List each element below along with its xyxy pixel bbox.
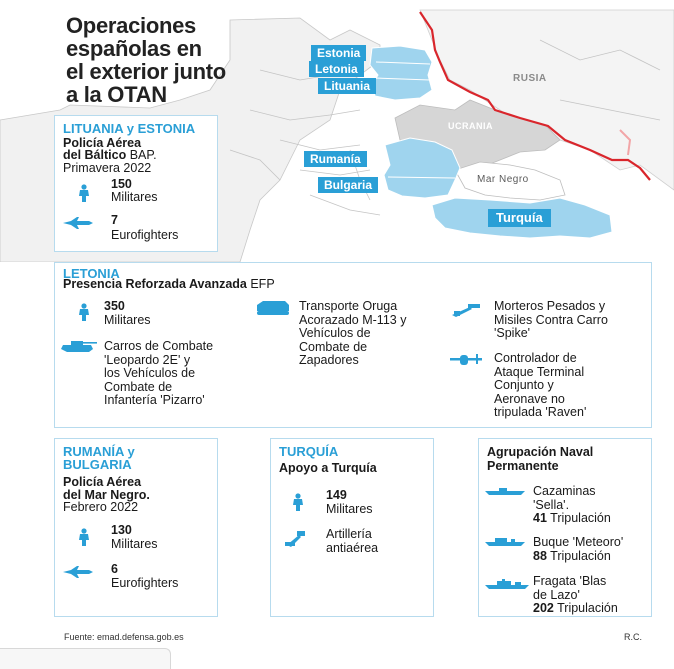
box-rumania-sub1: Policía Aérea [63,475,142,489]
drone-icon [450,353,482,367]
carros-line-1: Carros de Combate [104,339,214,353]
box-naval-head1: Agrupación Naval [487,445,594,459]
box-lituania-estonia [54,115,218,252]
ship1-line-1: Cazaminas [533,484,596,498]
controlador-line-1: Controlador de [494,351,577,365]
box-lituania-count1: 150 [111,177,132,191]
label-turquia: Turquía [488,209,551,227]
box-rumania-count1: 130 [111,523,132,537]
baltics-shape [370,46,432,100]
box-letonia-morteros [494,300,608,341]
tank-icon [61,340,97,352]
label-rumania: Rumanía [304,151,367,167]
ship1-line-2: 'Sella'. [533,497,570,512]
box-turquia [270,438,434,617]
label-rusia: RUSIA [513,73,547,84]
fighter-jet-icon [63,217,93,229]
box-turquia-art1: Artillería [326,527,372,541]
transporte-line-2: Acorazado M-113 y [299,312,407,327]
soldier-icon [77,303,91,321]
ship2-name: Buque 'Meteoro' [533,535,624,549]
ship1-crew-num: 41 [533,511,547,525]
ship3-crew [533,602,618,616]
soldier-icon [77,528,91,546]
morteros-line-2: Misiles Contra Carro [494,312,608,327]
bottom-tab[interactable] [0,648,171,669]
carros-line-3: los Vehículos de [104,366,196,380]
minesweeper-ship-icon [485,487,525,495]
anti-aircraft-artillery-icon [285,531,307,547]
box-letonia-transporte [299,300,406,368]
box-turquia-art2: antiaérea [326,541,379,555]
box-naval-ship1 [533,485,611,526]
box-letonia-militares-label: Militares [104,313,151,327]
ship2-crew [533,550,623,564]
ship2-crew-num: 88 [533,548,547,563]
box-rumania-head2: BULGARIA [63,457,132,472]
box-letonia [54,262,652,428]
source-footer: Fuente: emad.defensa.gob.es [64,632,184,642]
box-naval-head2: Permanente [487,459,559,473]
box-letonia-sub [63,278,275,292]
label-bulgaria: Bulgaria [318,177,378,193]
transporte-line-4: Combate de [299,339,368,354]
box-rumania-sub3: Febrero 2022 [63,500,139,514]
box-rumania-label2: Eurofighters [111,576,179,590]
ship3-line-1: Fragata 'Blas [533,574,607,588]
box-letonia-militares-count: 350 [104,299,125,313]
controlador-line-5: tripulada 'Raven' [494,405,587,419]
transporte-line-5: Zapadores [299,353,359,367]
label-lituania: Lituania [318,78,376,94]
label-letonia: Letonia [309,61,364,77]
controlador-line-2: Ataque Terminal [494,364,585,379]
armored-vehicle-icon [255,301,291,315]
ship3-crew-label: Tripulación [553,601,618,615]
fighter-jet-icon [63,566,93,578]
transporte-line-1: Transporte Oruga [299,299,398,313]
box-agrupacion-naval [478,438,652,617]
box-letonia-head: LETONIA [63,266,120,281]
box-lituania-label2: Eurofighters [111,228,179,242]
box-naval-ship2 [533,536,623,563]
soldier-icon [291,493,305,511]
title-line-1: Operaciones [66,13,196,38]
box-rumania-head1: RUMANÍA y [63,444,135,459]
transporte-line-3: Vehículos de [299,326,371,340]
frigate-ship-icon [485,579,529,589]
hydrographic-ship-icon [485,537,525,546]
box-turquia-label1: Militares [326,502,373,516]
box-lituania-sub3: Primavera 2022 [63,161,152,175]
page-title [66,14,226,106]
author-credit: R.C. [624,632,642,642]
controlador-line-4: Aeronave no [494,391,565,406]
box-letonia-sub-bold: Presencia Reforzada Avanzada [63,277,247,291]
carros-line-2: 'Leopardo 2E' y [104,352,191,367]
box-rumania-label1: Militares [111,537,158,551]
box-turquia-head: TURQUÍA [279,444,339,459]
label-mar-negro: Mar Negro [477,174,529,185]
ship1-crew-label: Tripulación [546,511,611,525]
ship1-crew [533,512,611,526]
box-letonia-carros [104,340,213,408]
ship2-crew-label: Tripulación [546,548,611,563]
carros-line-5: Infantería 'Pizarro' [104,393,205,407]
box-lituania-count2: 7 [111,213,118,227]
ship3-line-2: de Lazo' [533,587,580,602]
title-line-4: a la OTAN [66,82,167,107]
box-lituania-sub1: Policía Aérea [63,136,142,150]
ship3-crew-num: 202 [533,601,554,615]
label-estonia: Estonia [311,45,366,61]
carros-line-4: Combate de [104,379,173,394]
box-lituania-head: LITUANIA y ESTONIA [63,121,196,136]
morteros-line-1: Morteros Pesados y [494,299,606,313]
mortar-icon [450,303,482,317]
box-naval-ship3 [533,575,618,616]
label-ucrania: UCRANIA [448,121,493,131]
box-lituania-label1: Militares [111,190,158,204]
box-rumania-bulgaria [54,438,218,617]
title-line-3: el exterior junto [66,59,226,84]
box-turquia-sub: Apoyo a Turquía [279,461,377,475]
controlador-line-3: Conjunto y [494,378,554,392]
box-lituania-sub2-rest: BAP. [126,148,157,162]
box-letonia-controlador [494,352,586,420]
soldier-icon [77,184,91,202]
box-turquia-count1: 149 [326,488,347,502]
box-letonia-sub-rest: EFP [246,277,275,291]
box-lituania-sub2-bold: del Báltico [63,148,127,162]
title-line-2: españolas en [66,36,202,61]
morteros-line-3: 'Spike' [494,326,531,340]
box-rumania-count2: 6 [111,562,118,576]
box-rumania-sub2: del Mar Negro. [63,488,150,502]
